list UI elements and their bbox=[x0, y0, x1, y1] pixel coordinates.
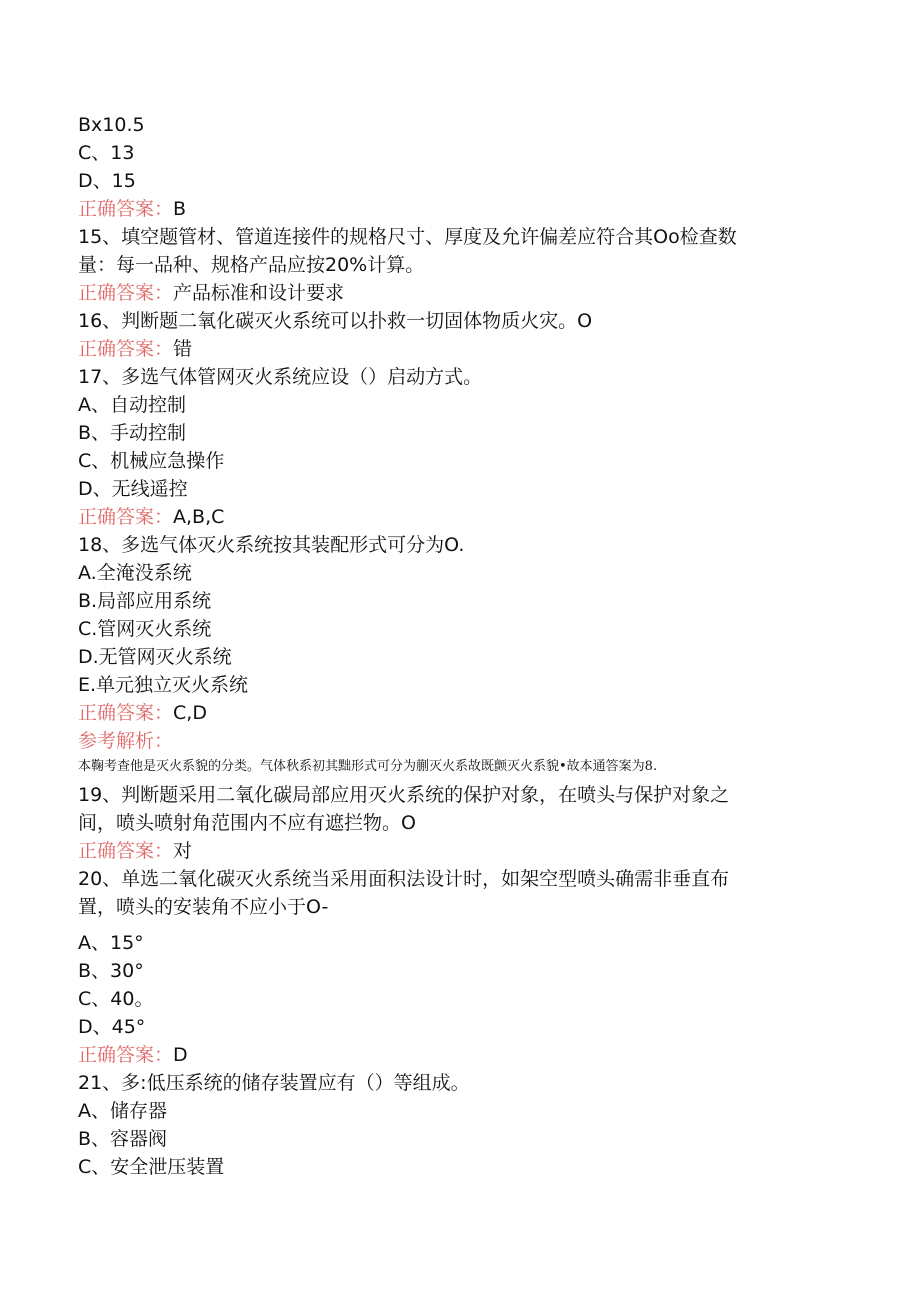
text-line: D、15 bbox=[78, 170, 136, 192]
text-line: D、无线遥控 bbox=[78, 478, 188, 500]
answer-label: 正确答案： bbox=[78, 840, 174, 862]
answer-line bbox=[78, 335, 192, 363]
answer-label: 正确答案： bbox=[78, 1044, 174, 1066]
text-line: A、储存器 bbox=[78, 1100, 167, 1122]
answer-value: 产品标准和设计要求 bbox=[173, 282, 345, 304]
answer-label: 正确答案： bbox=[78, 198, 174, 220]
text-line: C、13 bbox=[78, 142, 135, 164]
answer-value: 错 bbox=[173, 338, 193, 360]
text-line: 17、多选气体管网灭火系统应设（）启动方式。 bbox=[78, 366, 483, 388]
text-line: 间，喷头喷射角范围内不应有遮拦物。O bbox=[78, 812, 416, 834]
answer-value: B bbox=[173, 198, 187, 220]
text-line: B、容器阀 bbox=[78, 1128, 168, 1150]
explanation-note: 本鞠考查他是灭火系貌的分类。气体秋系初其黜形式可分为蒯灭火系故既颤灭火系貌•故本通答案为8. bbox=[78, 759, 658, 774]
text-line: 18、多选气体灭火系统按其装配形式可分为O. bbox=[78, 534, 465, 556]
answer-line bbox=[78, 837, 192, 865]
answer-line bbox=[78, 699, 207, 727]
answer-line bbox=[78, 279, 344, 307]
text-line: C、安全泄压装置 bbox=[78, 1156, 225, 1178]
text-line: B、30° bbox=[78, 960, 144, 982]
answer-line bbox=[78, 1041, 188, 1069]
answer-label: 正确答案： bbox=[78, 506, 174, 528]
text-line: B、手动控制 bbox=[78, 422, 187, 444]
text-line: C、机械应急操作 bbox=[78, 450, 225, 472]
answer-label: 参考解析： bbox=[78, 730, 174, 752]
text-line: 15、填空题管材、管道连接件的规格尺寸、厚度及允许偏差应符合其Oo检查数 bbox=[78, 226, 737, 248]
text-line: C、40。 bbox=[78, 988, 154, 1010]
text-line: B.局部应用系统 bbox=[78, 590, 212, 612]
text-line: C.管网灭火系统 bbox=[78, 618, 212, 640]
answer-label: 正确答案： bbox=[78, 282, 174, 304]
answer-value: D bbox=[173, 1044, 188, 1066]
text-line: A、自动控制 bbox=[78, 394, 186, 416]
answer-line bbox=[78, 195, 186, 223]
answer-value: A,B,C bbox=[173, 506, 225, 528]
answer-value: 对 bbox=[173, 840, 193, 862]
text-line: E.单元独立灭火系统 bbox=[78, 674, 249, 696]
answer-label: 正确答案： bbox=[78, 338, 174, 360]
text-line: 置，喷头的安装角不应小于O- bbox=[78, 896, 329, 918]
text-line: Bx10.5 bbox=[78, 114, 145, 136]
answer-label: 正确答案： bbox=[78, 702, 174, 724]
text-line: D.无管网灭火系统 bbox=[78, 646, 232, 668]
answer-line bbox=[78, 503, 224, 531]
text-line: D、45° bbox=[78, 1016, 146, 1038]
text-line: 19、判断题采用二氧化碳局部应用灭火系统的保护对象，在喷头与保护对象之 bbox=[78, 784, 730, 806]
text-line: 量：每一品种、规格产品应按20%计算。 bbox=[78, 254, 425, 276]
text-line: 21、多:低压系统的储存装置应有（）等组成。 bbox=[78, 1072, 470, 1094]
answer-line bbox=[78, 727, 173, 755]
text-line: 16、判断题二氧化碳灭火系统可以扑救一切固体物质火灾。O bbox=[78, 310, 593, 332]
text-line: A.全淹没系统 bbox=[78, 562, 192, 584]
text-line: A、15° bbox=[78, 932, 144, 954]
answer-value: C,D bbox=[173, 702, 207, 724]
text-line: 20、单选二氧化碳灭火系统当采用面积法设计时，如架空型喷头确需非垂直布 bbox=[78, 868, 730, 890]
